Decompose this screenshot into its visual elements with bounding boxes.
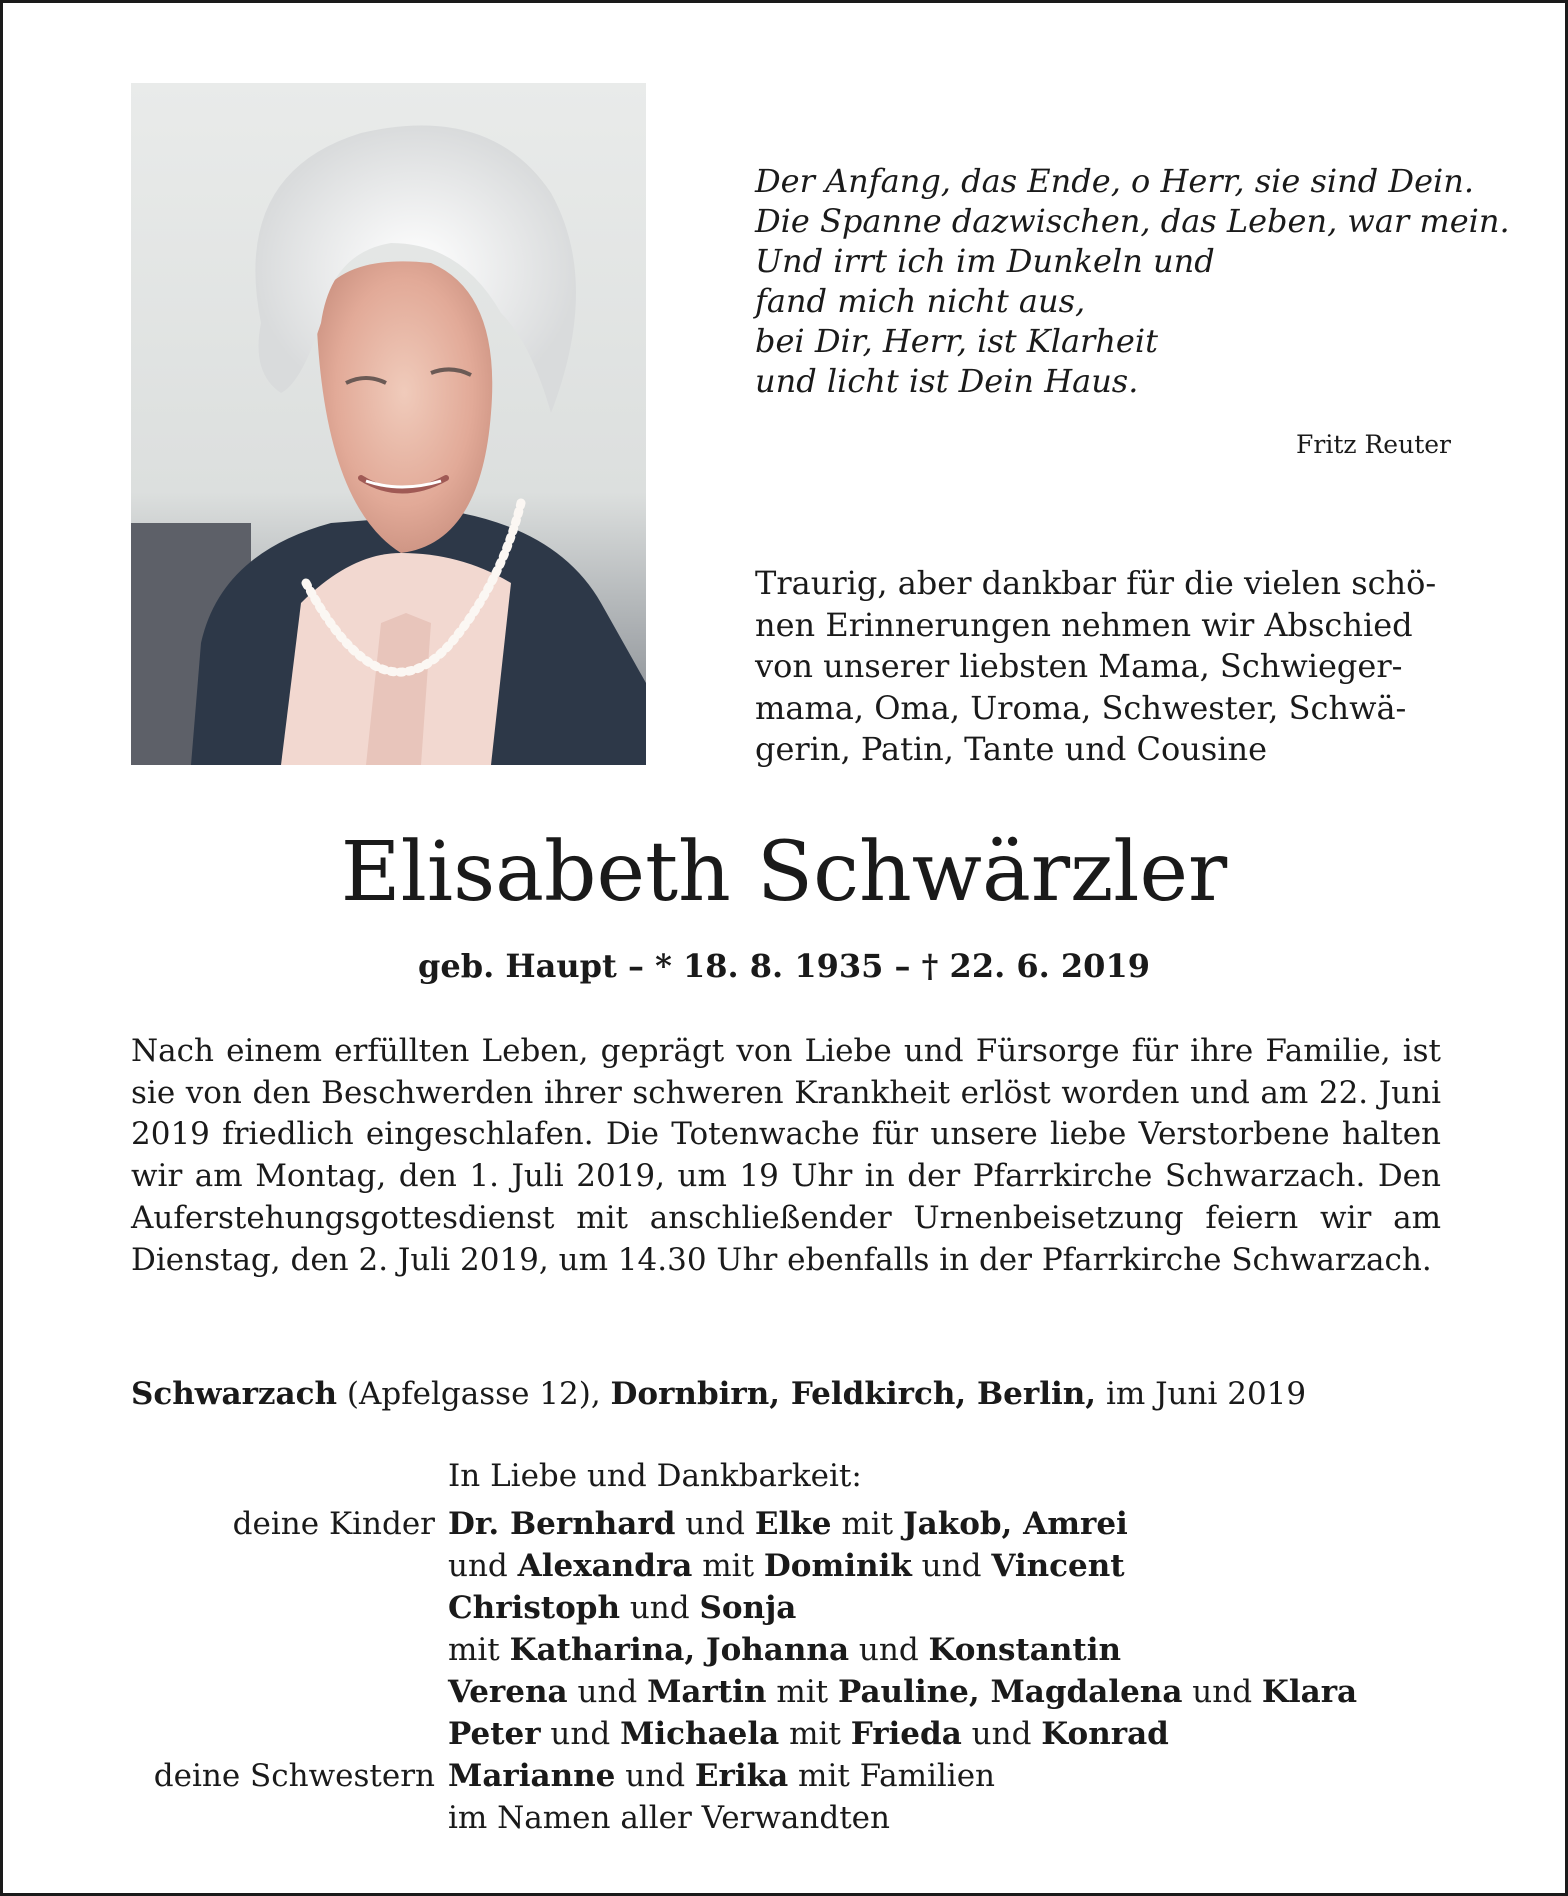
name: Dr. Bernhard <box>448 1506 676 1542</box>
name: Christoph <box>448 1590 620 1626</box>
family-label-schwestern: deine Schwestern <box>153 1758 435 1794</box>
intro-line: von unserer liebsten Mama, Schwieger- <box>755 647 1403 685</box>
place-list: Dornbirn, Feldkirch, Berlin, <box>610 1376 1097 1412</box>
family-row <box>3 1713 1565 1755</box>
intro-line: Traurig, aber dankbar für die vielen schö- <box>755 564 1437 602</box>
family-names <box>448 1755 995 1797</box>
address: (Apfelgasse 12), <box>337 1376 611 1412</box>
connector: und <box>911 1548 992 1584</box>
name: Sonja <box>699 1590 797 1626</box>
connector: und <box>1182 1674 1262 1710</box>
poem <box>755 161 1510 401</box>
name: Pauline, Magdalena <box>837 1674 1183 1710</box>
name: Peter <box>448 1716 541 1752</box>
closing-line: im Namen aller Verwandten <box>448 1800 890 1836</box>
place-primary: Schwarzach <box>131 1376 338 1412</box>
family-row <box>3 1671 1565 1713</box>
poem-line: Und irrt ich im Dunkeln und <box>755 242 1215 280</box>
name: Konstantin <box>928 1632 1122 1668</box>
connector: mit <box>779 1716 851 1752</box>
announcement-text: Nach einem erfüllten Leben, geprägt von Liebe und Fürsorge für ihre Familie, ist sie von den Beschwerden ihrer schweren Krankheit erlöst worden und am 22. Juni 2019 friedlich eingeschlafen. Die Totenwache für unsere liebe Verstorbene halten wir am Montag, den 1. Juli 2019, um 19 Uhr in der Pfarrkirche Schwarzach. Den Auferstehungsgottesdienst mit anschließender Urnenbeisetzung feiern wir am Dienstag, den 2. Juli 2019, um 14.30 Uhr ebenfalls in der Pfarrkirche Schwarzach. <box>131 1033 1441 1278</box>
connector: und <box>961 1716 1042 1752</box>
connector: und <box>675 1506 755 1542</box>
connector: mit <box>831 1506 903 1542</box>
family-row <box>3 1797 1565 1839</box>
signoff: In Liebe und Dankbarkeit: <box>448 1458 862 1494</box>
life-dates: geb. Haupt – * 18. 8. 1935 – † 22. 6. 2019 <box>418 947 1150 985</box>
family-names <box>448 1671 1357 1713</box>
intro-line: mama, Oma, Uroma, Schwester, Schwä- <box>755 688 1407 727</box>
connector: mit <box>448 1632 510 1668</box>
intro-line: nen Erinnerungen nehmen wir Abschied <box>755 605 1413 644</box>
portrait-photo <box>131 83 646 765</box>
poem-line: Die Spanne dazwischen, das Leben, war mein. <box>755 202 1510 240</box>
poem-line: bei Dir, Herr, ist Klarheit <box>755 322 1158 360</box>
family-row <box>3 1545 1565 1587</box>
family-names <box>448 1545 1125 1587</box>
name: Klara <box>1261 1674 1358 1710</box>
connector: und <box>540 1716 621 1752</box>
name: Dominik <box>763 1548 912 1584</box>
name: Elke <box>754 1506 832 1542</box>
family-names <box>448 1797 890 1839</box>
poem-author: Fritz Reuter <box>1296 430 1451 459</box>
family-row <box>3 1587 1565 1629</box>
connector: und <box>615 1758 695 1794</box>
name: Katharina, Johanna <box>509 1632 850 1668</box>
connector: und <box>619 1590 700 1626</box>
intro-text <box>755 563 1445 771</box>
name: Michaela <box>620 1716 780 1752</box>
portrait-image <box>131 83 646 765</box>
family-label-kinder: deine Kinder <box>232 1506 435 1542</box>
connector: und <box>849 1632 929 1668</box>
poem-line: Der Anfang, das Ende, o Herr, sie sind Dein. <box>755 162 1475 200</box>
family-names <box>448 1503 1128 1545</box>
name: Erika <box>694 1758 789 1794</box>
family-list <box>3 1503 1565 1839</box>
connector: mit Familien <box>788 1758 996 1794</box>
name: Martin <box>647 1674 767 1710</box>
name: Marianne <box>448 1758 616 1794</box>
family-row <box>3 1755 1565 1797</box>
name: Verena <box>448 1674 568 1710</box>
name: Frieda <box>850 1716 962 1752</box>
family-names <box>448 1587 796 1629</box>
family-names <box>448 1713 1169 1755</box>
poem-line: und licht ist Dein Haus. <box>755 362 1139 400</box>
family-row <box>3 1503 1565 1545</box>
family-names <box>448 1629 1121 1671</box>
name: Konrad <box>1041 1716 1169 1752</box>
place-date: im Juni 2019 <box>1096 1376 1307 1412</box>
connector: mit <box>692 1548 764 1584</box>
connector: und <box>567 1674 648 1710</box>
poem-line: fand mich nicht aus, <box>755 282 1086 320</box>
connector: mit <box>766 1674 838 1710</box>
name: Vincent <box>991 1548 1125 1584</box>
name: Alexandra <box>517 1548 693 1584</box>
deceased-name: Elisabeth Schwärzler <box>340 825 1228 920</box>
name: Jakob, Amrei <box>902 1506 1128 1542</box>
family-row <box>3 1629 1565 1671</box>
places-line <box>131 1373 1441 1415</box>
intro-line: gerin, Patin, Tante und Cousine <box>755 730 1268 768</box>
connector: und <box>448 1548 518 1584</box>
